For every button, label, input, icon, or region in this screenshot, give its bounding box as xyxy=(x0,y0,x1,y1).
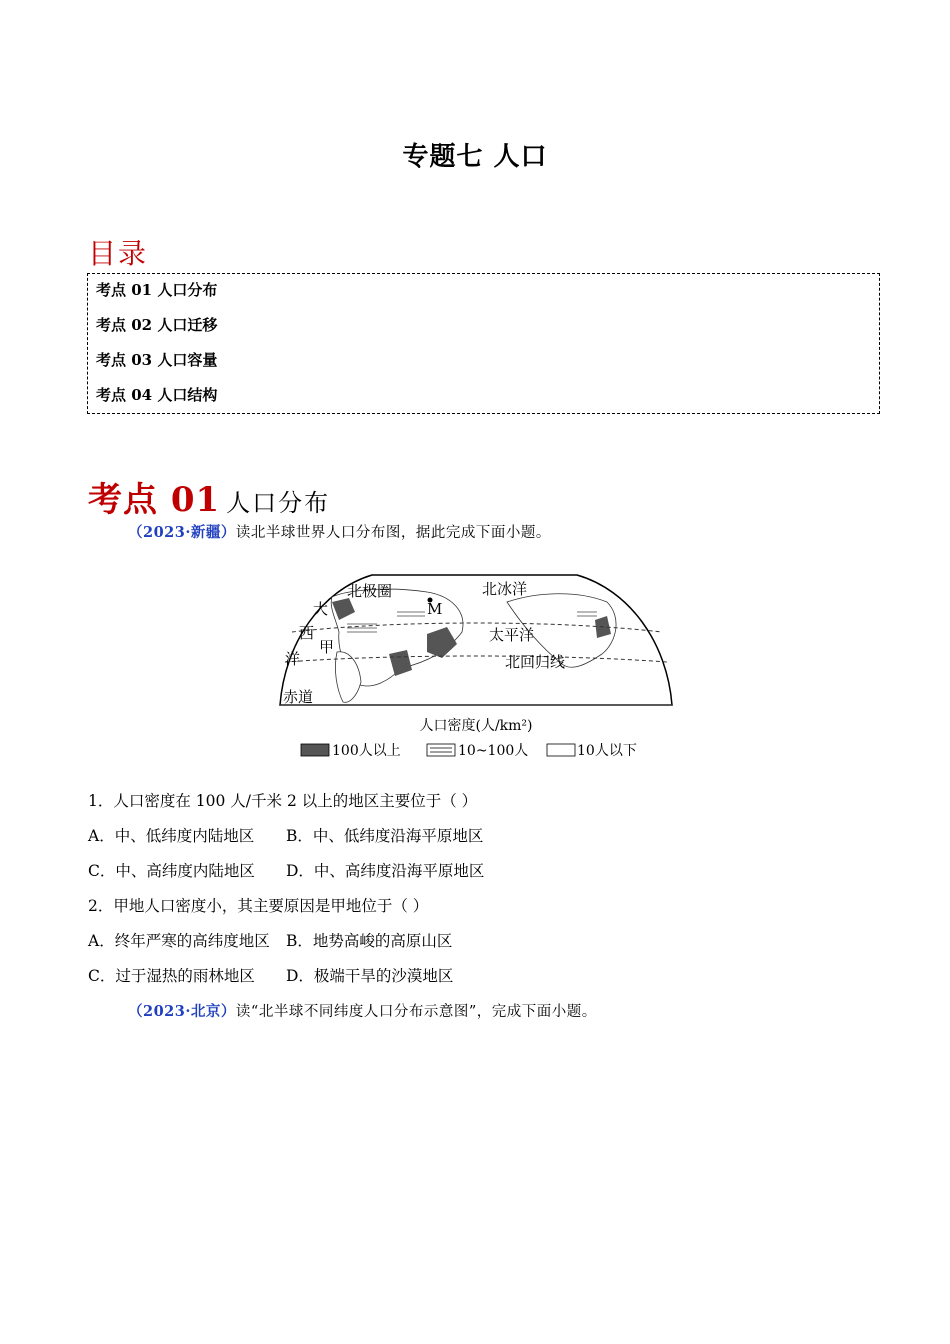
label-point-m: M xyxy=(427,600,443,618)
question-1-stem: 1．人口密度在 100 人/千米 2 以上的地区主要位于（ ） xyxy=(88,792,478,810)
legend-high: 100人以上 xyxy=(332,743,401,759)
intro-text-1: 读北半球世界人口分布图，据此完成下面小题。 xyxy=(235,525,551,541)
label-atlantic-2: 西 xyxy=(299,624,315,642)
label-arctic-circle: 北极圈 xyxy=(347,582,393,600)
q1-option-a[interactable]: A．中、低纬度内陆地区 xyxy=(88,827,255,845)
label-tropic: 北回归线 xyxy=(505,653,566,671)
toc-item-2[interactable]: 考点 02 人口迁移 xyxy=(96,316,218,334)
section-code: 考点 01 xyxy=(88,480,221,520)
toc-item-1[interactable]: 考点 01 人口分布 xyxy=(96,281,218,299)
q1-option-d[interactable]: D．中、高纬度沿海平原地区 xyxy=(286,862,485,880)
population-map xyxy=(277,572,675,764)
toc-heading: 目录 xyxy=(88,237,149,270)
toc-item-3[interactable]: 考点 03 人口容量 xyxy=(96,351,218,369)
q2-option-d[interactable]: D．极端干旱的沙漠地区 xyxy=(286,967,454,985)
legend-low: 10人以下 xyxy=(577,743,637,759)
intro-paragraph-2 xyxy=(128,1000,597,1021)
question-1-options-row-1 xyxy=(88,824,688,848)
intro-paragraph-1 xyxy=(128,521,551,542)
source-tag-1: （2023·新疆） xyxy=(128,524,236,541)
q2-option-c[interactable]: C．过于湿热的雨林地区 xyxy=(88,967,255,985)
legend-title: 人口密度(人/km²) xyxy=(419,718,533,734)
legend-mid: 10~100人 xyxy=(458,743,529,759)
intro-text-2: 读“北半球不同纬度人口分布示意图”，完成下面小题。 xyxy=(235,1004,597,1020)
label-atlantic-3: 洋 xyxy=(285,650,301,668)
question-2-stem: 2．甲地人口密度小，其主要原因是甲地位于（ ） xyxy=(88,897,429,915)
section-name: 人口分布 xyxy=(226,489,331,517)
toc-item-4[interactable]: 考点 04 人口结构 xyxy=(96,386,218,404)
q2-option-a[interactable]: A．终年严寒的高纬度地区 xyxy=(88,932,270,950)
question-2-options-row-2 xyxy=(88,964,688,988)
legend-swatch-high xyxy=(301,744,329,756)
q1-option-c[interactable]: C．中、高纬度内陆地区 xyxy=(88,862,255,880)
label-equator: 赤道 xyxy=(283,688,314,706)
label-jia: 甲 xyxy=(319,638,335,656)
source-tag-2: （2023·北京） xyxy=(128,1003,236,1020)
label-pacific: 太平洋 xyxy=(489,626,535,644)
question-1-options-row-2 xyxy=(88,859,688,883)
question-2-options-row-1 xyxy=(88,929,688,953)
legend-swatch-low xyxy=(547,744,575,756)
label-arctic-ocean: 北冰洋 xyxy=(482,580,528,598)
section-heading xyxy=(88,472,330,521)
q2-option-b[interactable]: B．地势高峻的高原山区 xyxy=(286,932,453,950)
label-atlantic-1: 大 xyxy=(313,600,329,618)
page-title: 专题七 人口 xyxy=(402,142,548,172)
toc-box xyxy=(87,273,880,414)
legend-swatch-mid xyxy=(427,744,455,756)
q1-option-b[interactable]: B．中、低纬度沿海平原地区 xyxy=(286,827,484,845)
